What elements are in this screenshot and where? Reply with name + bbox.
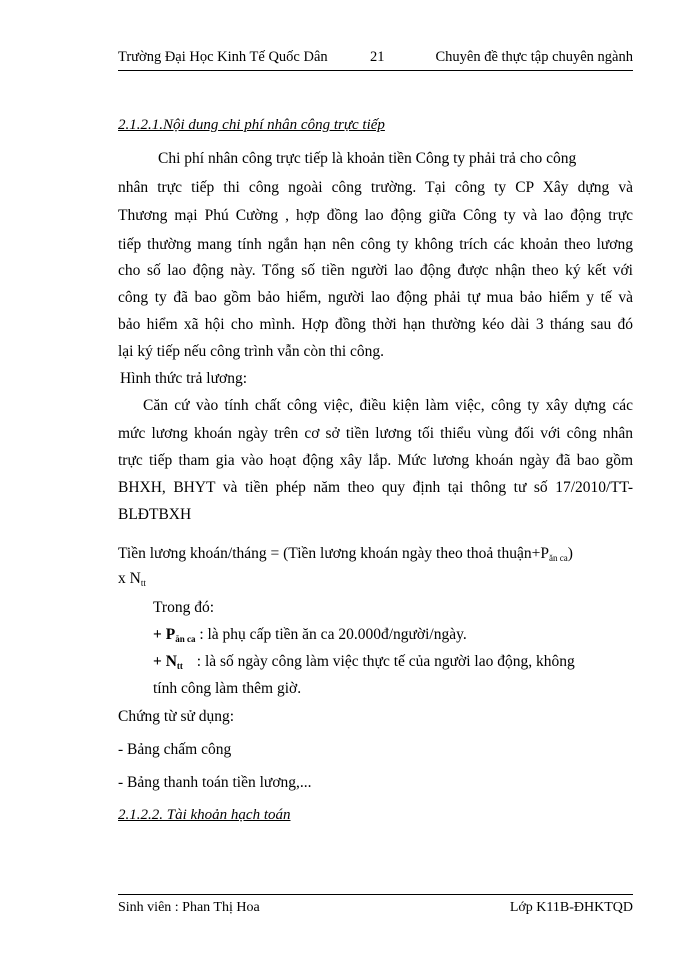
salary-formula: Tiền lương khoán/tháng = (Tiền lương khoán ngày theo thoả $thuận+P_{ăn ca}$) [118, 545, 573, 563]
paragraph-line: lại ký tiếp nếu công trình vẫn còn thi công. [118, 343, 385, 360]
header-university: Trường Đại Học Kinh Tế Quốc Dân [118, 49, 328, 65]
page-footer [118, 894, 633, 915]
paragraph-line: Chi phí nhân công trực tiếp là khoản tiền Công ty phải trả cho công [158, 150, 577, 167]
paragraph-line: BLĐTBXH [118, 506, 192, 523]
paragraph-line: trực tiếp tham gia vào hoạt động xây lắp. Mức lương khoán ngày đã bao gồm [118, 452, 633, 469]
definition-p-an-ca: + $P_{ăn ca}$ : là phụ cấp tiền ăn ca 20.000đ/người/ngày. [153, 626, 467, 644]
paragraph-line: tiếp thường mang tính ngắn hạn nên công ty không trích các khoản theo lương [118, 236, 633, 253]
footer-student: Sinh viên : Phan Thị Hoa [118, 900, 260, 915]
page-header [118, 46, 633, 71]
paragraph-line: bảo hiểm xã hội cho mình. Hợp đồng thời hạn thường kéo dài 3 tháng sau đó [118, 316, 633, 333]
document-item-payroll: - Bảng thanh toán tiền lương,... [118, 774, 312, 791]
payment-form-label: Hình thức trả lương: [120, 370, 248, 387]
definition-n-tt-continued: tính công làm thêm giờ. [153, 680, 302, 697]
section-heading-2-1-2-2: 2.1.2.2. Tài khoản hạch toán [118, 807, 291, 823]
where-label: Trong đó: [153, 599, 215, 616]
paragraph-line: công ty đã bao gồm bảo hiểm, người lao động phải tự mua bảo hiểm y tế và [118, 289, 633, 306]
documents-label: Chứng từ sử dụng: [118, 708, 235, 725]
definition-n-tt: + $N_{tt}$ : là số ngày công làm việc thực tế của người lao động, không [153, 653, 575, 671]
paragraph-line: cho số lao động này. Tổng số tiền người lao động được nhận theo ký kết với [118, 262, 633, 279]
header-report-title: Chuyên đề thực tập chuyên ngành [435, 49, 633, 65]
paragraph-line: BHXH, BHYT và tiền phép năm theo quy định tại thông tư số 17/2010/TT- [118, 479, 633, 496]
paragraph-line: nhân trực tiếp thi công ngoài công trường. Tại công ty CP Xây dựng và [118, 179, 633, 196]
section-heading-2-1-2-1: 2.1.2.1.Nội dung chi phí nhân công trực tiếp [118, 117, 385, 133]
footer-class: Lớp K11B-ĐHKTQD [509, 900, 633, 915]
paragraph-line: Căn cứ vào tính chất công việc, điều kiện làm việc, công ty xây dựng các [143, 397, 633, 414]
header-page-number: 21 [370, 49, 385, 65]
paragraph-line: Thương mại Phú Cường , hợp đồng lao động giữa Công ty và lao động trực [118, 207, 633, 224]
salary-formula-multiplier: x $N_{tt}$ [118, 570, 146, 588]
document-item-timesheet: - Bảng chấm công [118, 741, 232, 758]
paragraph-line: mức lương khoán ngày trên cơ sở tiền lương tối thiểu vùng đối với công nhân [118, 425, 633, 442]
